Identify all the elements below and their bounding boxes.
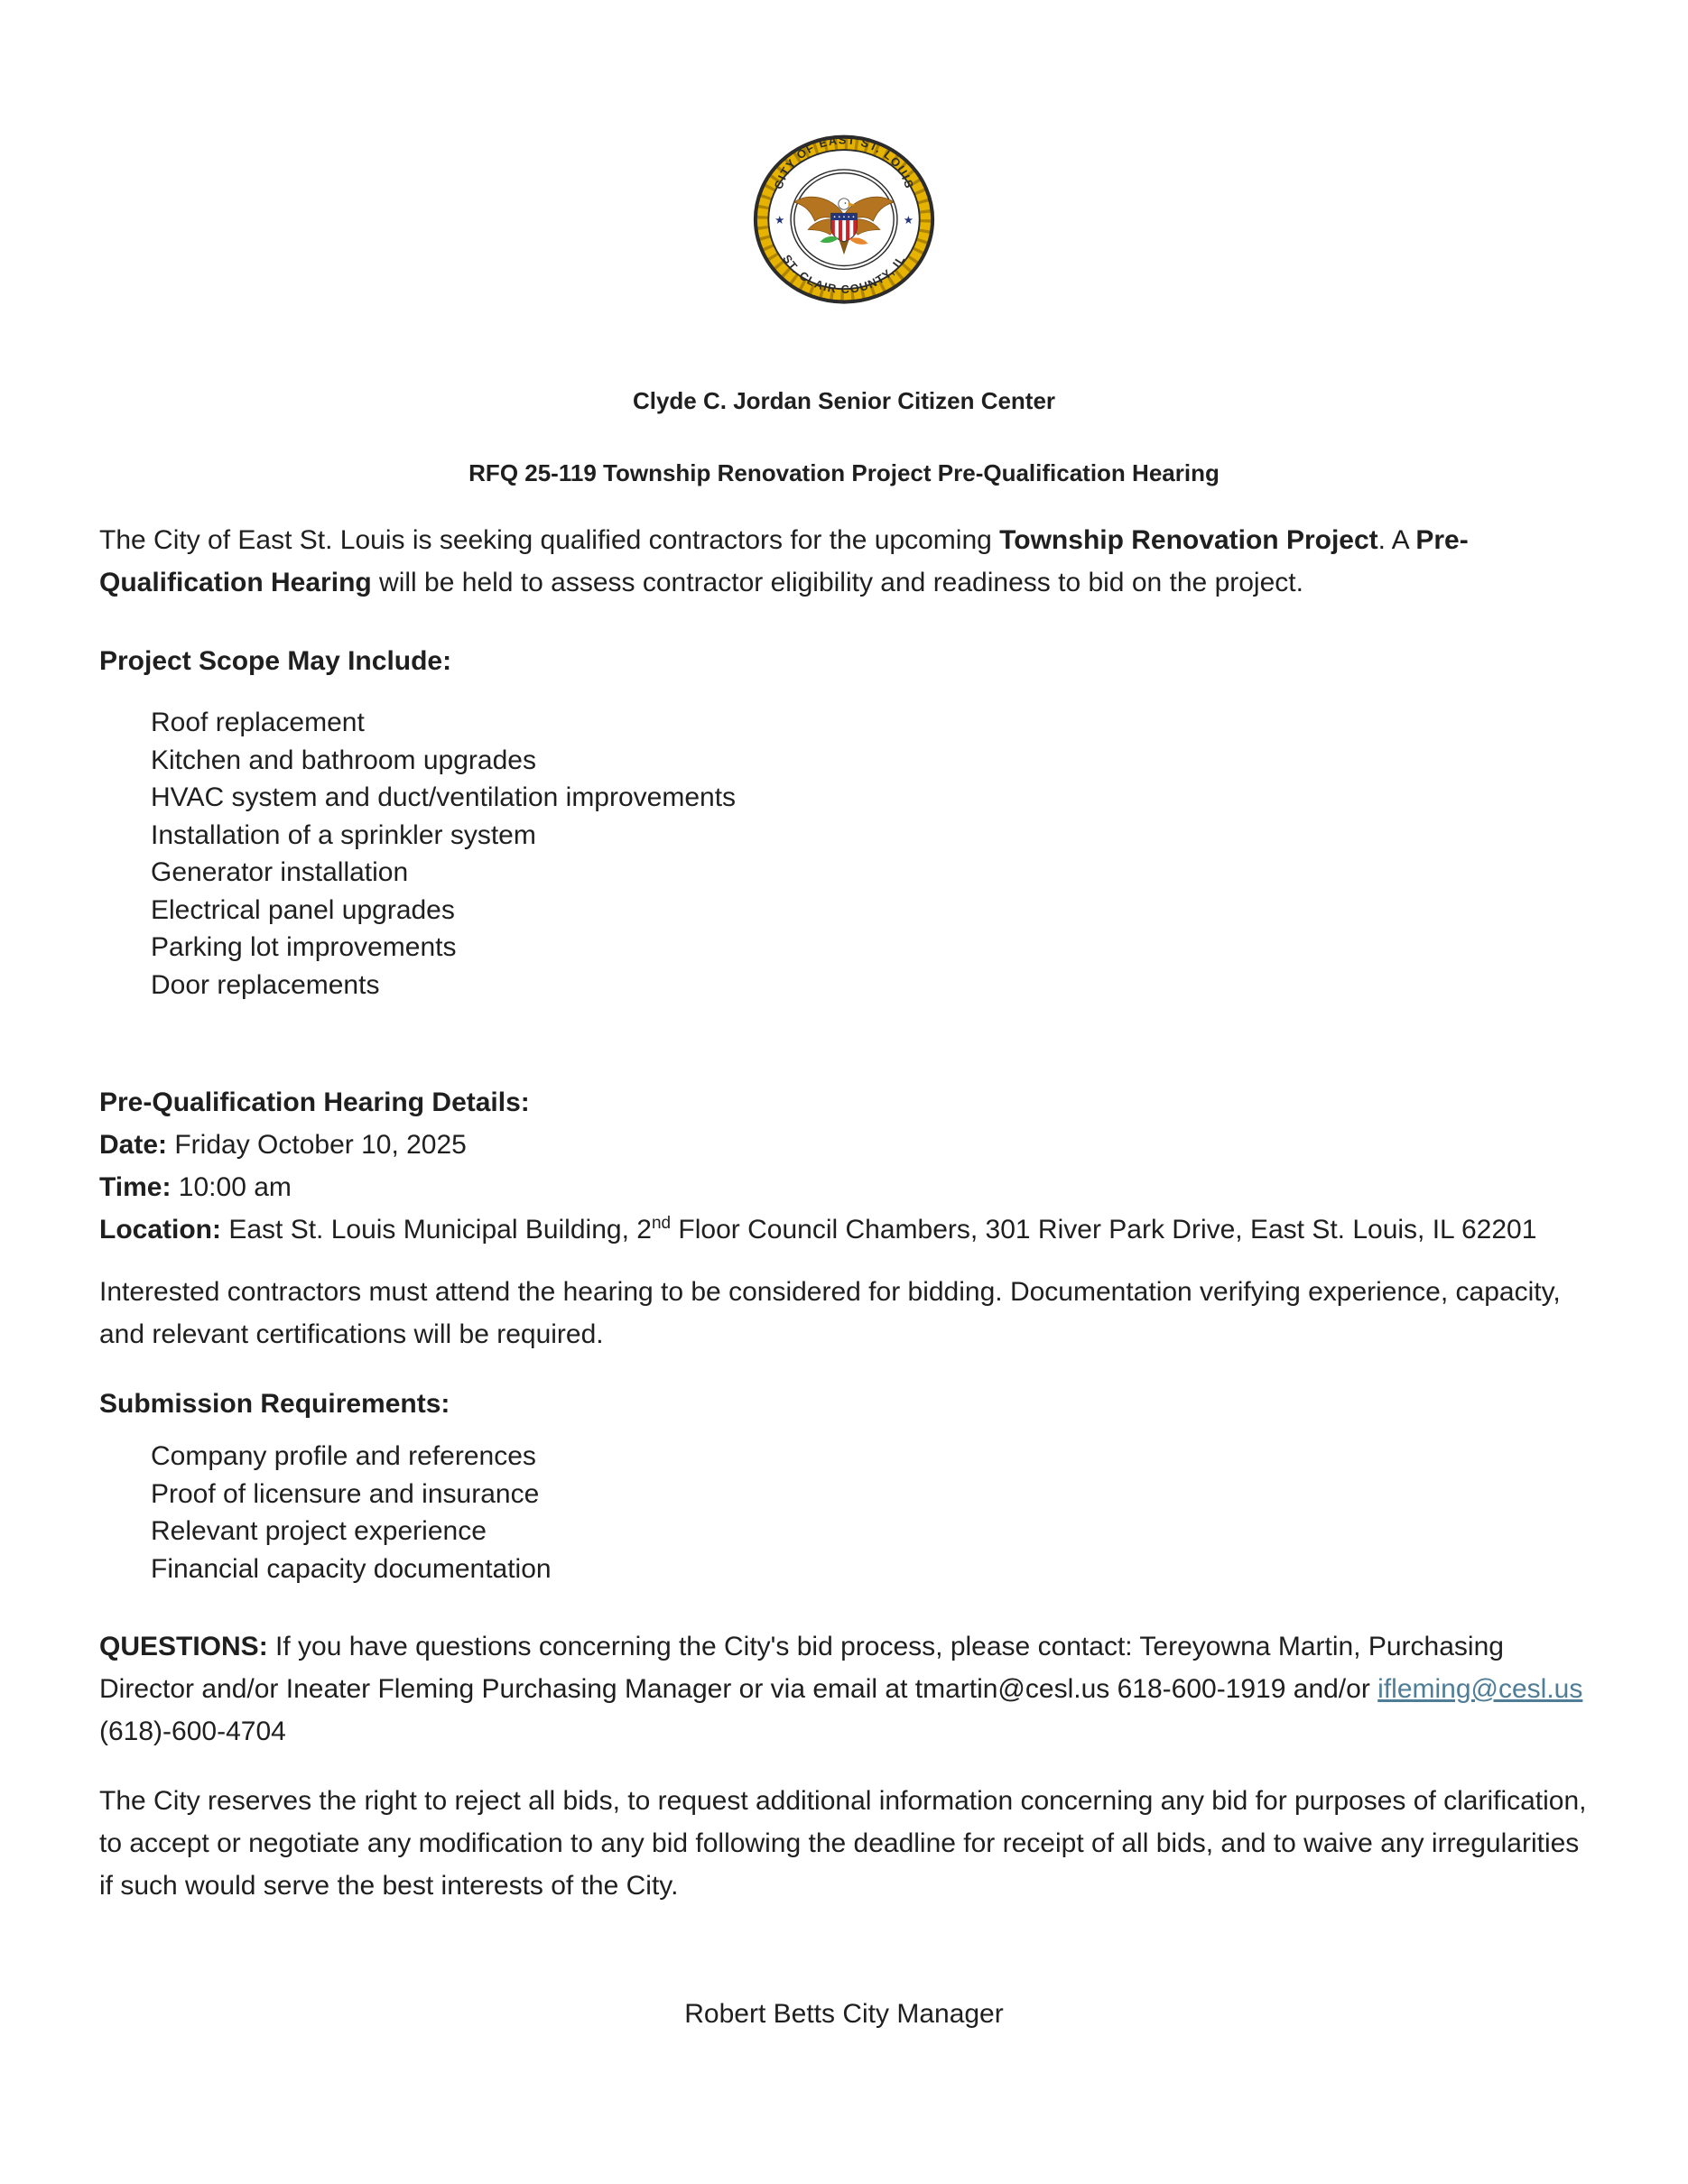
list-item: Proof of licensure and insurance xyxy=(151,1478,540,1509)
seal-right-star-icon: ★ xyxy=(903,213,914,227)
list-item: Kitchen and bathroom upgrades xyxy=(151,745,536,775)
questions-text-post: (618)-600-4704 xyxy=(99,1717,286,1746)
ifleming-email-link[interactable]: ifleming@cesl.us xyxy=(1377,1674,1583,1704)
intro-paragraph xyxy=(99,519,1589,604)
list-item: Door replacements xyxy=(151,969,380,1000)
list-item: Parking lot improvements xyxy=(151,932,457,962)
seal-left-star-icon: ★ xyxy=(774,213,785,227)
intro-bold-hearing: Pre-Qualification Hearing xyxy=(99,525,1469,597)
submission-heading: Submission Requirements: xyxy=(99,1389,450,1419)
date-label: Date: xyxy=(99,1130,168,1160)
location-value-pre: East St. Louis Municipal Building, 2 xyxy=(221,1215,652,1245)
location-ordinal-suffix: nd xyxy=(651,1214,672,1233)
intro-bold-project: Township Renovation Project xyxy=(999,525,1378,555)
location-value-post: Floor Council Chambers, 301 River Park Drive, East St. Louis, IL 62201 xyxy=(671,1215,1537,1245)
time-value: 10:00 am xyxy=(171,1172,292,1202)
scope-list xyxy=(99,704,1589,1004)
list-item: Relevant project experience xyxy=(151,1516,487,1546)
intro-text-pre: The City of East St. Louis is seeking qualified contractors for the upcoming xyxy=(99,525,1000,555)
hearing-details-heading: Pre-Qualification Hearing Details: xyxy=(99,1087,530,1117)
seal-container xyxy=(99,0,1589,310)
seal-bottom-text: ST. CLAIR COUNTY, IL xyxy=(780,252,908,297)
seal-top-text: CITY OF EAST ST. LOUIS xyxy=(771,134,917,191)
signature-line: Robert Betts City Manager xyxy=(684,1999,1004,2029)
time-label: Time: xyxy=(99,1172,172,1202)
hearing-location-line xyxy=(99,1208,1589,1251)
date-value: Friday October 10, 2025 xyxy=(167,1130,467,1160)
intro-text-post: will be held to assess contractor eligibility and readiness to bid on the project. xyxy=(371,568,1303,597)
questions-text-pre: If you have questions concerning the City's bid process, please contact: Tereyowna Martin, Purchasing Director and/or Ineater Fleming Purchasing Manager or via email at tmartin@cesl.us 618-600-1919 and/or xyxy=(99,1632,1504,1704)
list-item: Financial capacity documentation xyxy=(151,1553,552,1584)
list-item: Company profile and references xyxy=(151,1441,536,1471)
page-title: Clyde C. Jordan Senior Citizen Center xyxy=(632,387,1056,414)
reserves-paragraph: The City reserves the right to reject all bids, to request additional information concerning any bid for purposes of clarification, to accept or negotiate any modification to any bid following the deadline for receipt of all bids, and to waive any irregularities if such would serve the best interests of the City. xyxy=(99,1786,1587,1901)
page-subtitle: RFQ 25-119 Township Renovation Project Pre-Qualification Hearing xyxy=(468,459,1220,486)
questions-label: QUESTIONS: xyxy=(99,1632,268,1661)
list-item: HVAC system and duct/ventilation improvements xyxy=(151,782,737,812)
list-item: Electrical panel upgrades xyxy=(151,894,455,925)
attendance-paragraph: Interested contractors must attend the hearing to be considered for bidding. Documentation verifying experience, capacity, and relevant certifications will be required. xyxy=(99,1277,1561,1349)
list-item: Installation of a sprinkler system xyxy=(151,819,536,850)
location-label: Location: xyxy=(99,1215,221,1245)
city-seal-icon xyxy=(748,134,940,310)
questions-paragraph xyxy=(99,1625,1589,1753)
hearing-date-line xyxy=(99,1124,1589,1166)
hearing-details-block xyxy=(99,1124,1589,1251)
hearing-time-line xyxy=(99,1166,1589,1208)
list-item: Generator installation xyxy=(151,857,409,887)
scope-heading: Project Scope May Include: xyxy=(99,646,452,676)
list-item: Roof replacement xyxy=(151,708,365,737)
submission-list xyxy=(99,1438,1589,1587)
intro-text-mid: . A xyxy=(1377,525,1416,555)
